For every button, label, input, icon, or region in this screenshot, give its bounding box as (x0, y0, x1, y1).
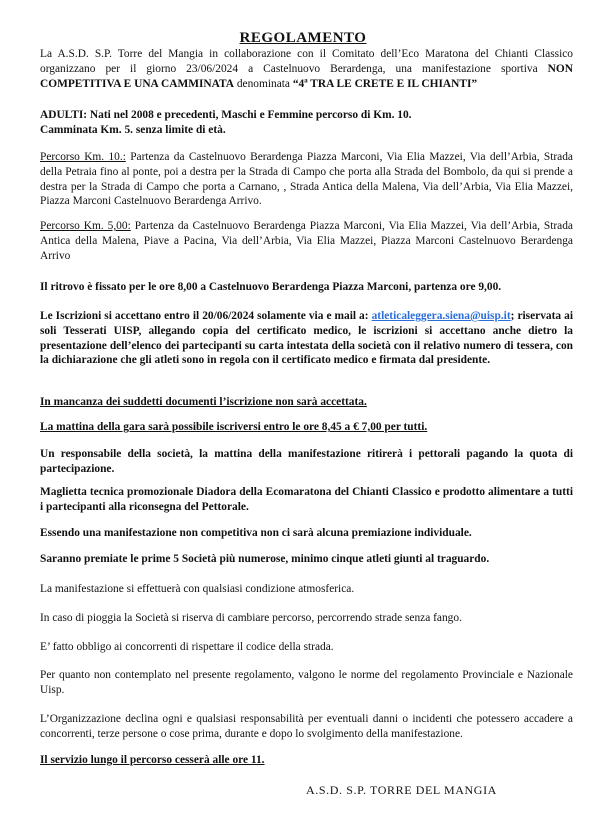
intro-denominata: denominata (236, 77, 290, 90)
condizione-paragraph: La manifestazione si effettuerà con qualsiasi condizione atmosferica. (40, 583, 355, 595)
essendo-paragraph: Essendo una manifestazione non competitiva non ci sarà alcuna premiazione individuale. (40, 527, 472, 539)
adulti-line: ADULTI: Nati nel 2008 e precedenti, Maschi e Femmine percorso di Km. 10. (40, 109, 412, 121)
signature: A.S.D. S.P. TORRE DEL MANGIA (306, 783, 497, 797)
responsabile-paragraph: Un responsabile della società, la mattina della manifestazione ritirerà i pettorali pagando la quota di partecipazione. (40, 448, 573, 475)
intro-paragraph (40, 47, 573, 91)
percorso-5-text: Partenza da Castelnuovo Berardenga Piazza Marconi, Via Elia Mazzei, Via dell’Arbia, Strada Antica della Malena, Piave a Pacina, Via dell’Arbia, Via Elia Mazzei, Piazza Marconi Castelnuovo Berardenga Arrivo (40, 220, 573, 262)
iscrizioni-after: ; riservata ai soli Tesserati UISP, allegando copia del certificato medico, le iscrizioni si accettano anche dietro la presentazione dell’elenco dei partecipanti su carta intestata della società con il relativo numero di tessera, con la dichiarazione che gli atleti sono in regola con il certificato medico e firmata dal presidente. (40, 310, 573, 367)
intro-text: La A.S.D. S.P. Torre del Mangia in collaborazione con il Comitato dell’Eco Maratona del Chianti Classico organizzano per il giorno 23/06/2024 a Castelnuovo Berardenga, una manifestazione sportiva (40, 48, 573, 75)
pioggia-paragraph: In caso di pioggia la Società si riserva di cambiare percorso, percorrendo strade senza fango. (40, 612, 462, 624)
percorso-10-paragraph (40, 150, 573, 209)
organizzazione-paragraph: L’Organizzazione declina ogni e qualsiasi responsabilità per eventuali danni o incidenti che potessero accadere a concorrenti, terze persone o cose prima, durante e dopo lo svolgimento della manifestazione. (40, 713, 573, 740)
percorso-10-text: Partenza da Castelnuovo Berardenga Piazza Marconi, Via Elia Mazzei, Via dell’Arbia, Strada della Petraia fino al ponte, poi a destra per la Strada di Campo che porta alla Strada del Bombolo, da qui si prende a destra per la Strada di Campo che porta a Carnano, , Strada Antica della Malena, Via dell’Arbia, Via Elia Mazzei, Piazza Marconi Castelnuovo Berardenga Arrivo. (40, 151, 573, 208)
mattina-paragraph: La mattina della gara sarà possibile iscriversi entro le ore 8,45 a € 7,00 per tutti. (40, 421, 428, 433)
premiate-paragraph: Saranno premiate le prime 5 Società più numerose, minimo cinque atleti giunti al traguardo. (40, 553, 490, 565)
document-title: REGOLAMENTO (239, 30, 367, 46)
contemplato-paragraph: Per quanto non contemplato nel presente regolamento, valgono le norme del regolamento Provinciale e Nazionale Uisp. (40, 669, 573, 696)
mancanza-paragraph: In mancanza dei suddetti documenti l’iscrizione non sarà accettata. (40, 396, 367, 408)
servizio-paragraph: Il servizio lungo il percorso cesserà alle ore 11. (40, 754, 265, 766)
iscrizioni-paragraph (40, 309, 573, 368)
obbligo-paragraph: E’ fatto obbligo ai concorrenti di rispettare il codice della strada. (40, 641, 334, 653)
camminata-line: Camminata Km. 5. senza limite di età. (40, 123, 226, 136)
ritrovo-paragraph: Il ritrovo è fissato per le ore 8,00 a Castelnuovo Berardenga Piazza Marconi, partenza ore 9,00. (40, 281, 502, 293)
adulti-paragraph (40, 108, 573, 138)
intro-event-name: “4ª TRA LE CRETE E IL CHIANTI” (292, 77, 478, 90)
maglietta-paragraph: Maglietta tecnica promozionale Diadora della Ecomaratona del Chianti Classico e prodotto alimentare a tutti i partecipanti alla riconsegna del Pettorale. (40, 486, 573, 513)
percorso-10-label: Percorso Km. 10.: (40, 151, 126, 163)
email-link[interactable]: atleticaleggera.siena@uisp.it (371, 310, 511, 322)
intro-event-type: NON COMPETITIVA E UNA CAMMINATA (40, 62, 573, 90)
iscrizioni-before: Le Iscrizioni si accettano entro il 20/06/2024 solamente via e mail a: (40, 310, 369, 322)
percorso-5-label: Percorso Km. 5,00: (40, 220, 131, 232)
percorso-5-paragraph (40, 219, 573, 263)
